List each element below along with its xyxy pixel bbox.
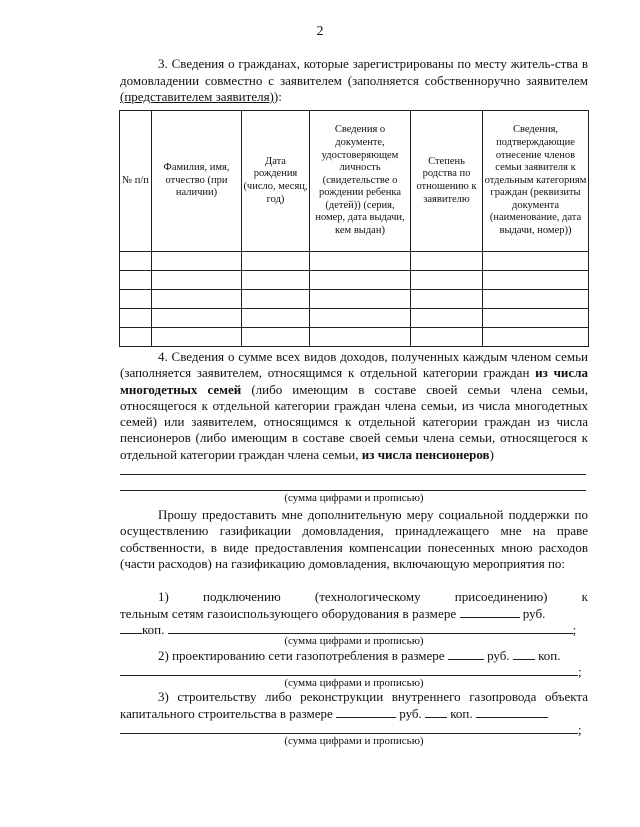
income-caption: (сумма цифрами и прописью) [284,492,424,504]
item2-text: 2) проектированию сети газопотребления в размере [158,648,445,663]
table-cell[interactable] [242,309,310,328]
table-cell[interactable] [411,252,483,271]
table-cell[interactable] [120,309,152,328]
item3-kop-field[interactable] [425,705,447,718]
item3-kop-label: коп. [450,706,473,721]
income-line-1[interactable] [120,474,586,475]
table-row [120,271,589,290]
table-cell[interactable] [483,309,589,328]
item1-amount-words-field[interactable] [168,621,573,634]
table-cell[interactable] [483,271,589,290]
item2-kop-label: коп. [538,648,561,663]
section3-text-end: ): [273,89,282,104]
table-row [120,328,589,347]
header-number: № п/п [120,111,152,252]
item1-caption: (сумма цифрами и прописью) [284,635,424,647]
table-cell[interactable] [411,290,483,309]
item1-kop-label: коп. [142,622,165,637]
table-cell[interactable] [242,252,310,271]
section4-text-3: ) [489,446,494,462]
table-cell[interactable] [152,328,242,347]
table-cell[interactable] [411,309,483,328]
table-cell[interactable] [310,309,411,328]
item1-paragraph [120,589,588,606]
table-cell[interactable] [310,271,411,290]
item3-text-tail: капитального строительства в размере [120,706,333,721]
item3-amount-words-field[interactable] [120,721,578,734]
table-cell[interactable] [411,271,483,290]
section4-paragraph [120,349,588,463]
table-cell[interactable] [120,328,152,347]
residents-table [119,110,589,347]
section4-bold-2: из числа пенсионеров [361,446,490,462]
table-cell[interactable] [483,252,589,271]
table-cell[interactable] [310,290,411,309]
item2-caption: (сумма цифрами и прописью) [284,677,424,689]
section3-text: 3. Сведения о гражданах, которые зарегистрированы по месту житель-ства в домовладении совместно с заявителем (заполняется собственноручно заявителем [120,56,588,88]
item2-kop-field[interactable] [513,647,535,660]
table-cell[interactable] [120,252,152,271]
table-cell[interactable] [242,328,310,347]
page-number: 2 [316,24,324,39]
item3-row [120,705,588,722]
request-paragraph [120,507,588,572]
item1-end: ; [572,622,577,637]
header-category-documents: Сведения, подтверждающие отнесение членов семьи заявителя к отдельным категориям граждан (реквизиты документа (наименование, дата выдачи, номер)) [483,111,589,252]
item1-rub-field[interactable] [460,605,520,618]
table-row [120,290,589,309]
item1-text-tail: тельным сетям газоиспользующего оборудования в размере [120,606,457,621]
header-kinship: Степень родства по отношению к заявителю [411,111,483,252]
table-cell[interactable] [242,290,310,309]
table-row [120,252,589,271]
section4-text-2: (либо имеющим в составе своей семьи члена семьи, относящегося к отдельной категории граждан члена семьи, из числа многодетных семей) или заявителем, относящимся к отдельной категории граждан из числа пенсионеров (либо имеющим в составе своей семьи члена семьи, относящегося к отдельной категории граждан члена семьи, [120,381,588,462]
table-cell[interactable] [152,290,242,309]
item2-rub-field[interactable] [448,647,484,660]
request-text: Прошу предоставить мне дополнительную меру социальной поддержки по осуществлению газификации домовладения, принадлежащего мне на праве собственности, в виде предоставления компенсации понесенных мною расходов (части расходов) на газификацию домовладения, включающую мероприятия по: [120,507,588,571]
income-line-2[interactable] [120,490,586,491]
table-cell[interactable] [242,271,310,290]
item2-rub-label: руб. [487,648,510,663]
header-identity-document: Сведения о документе, удостоверяющем личность (свидетельстве о рождении ребенка (детей)) (серия, номер, дата выдачи, кем выдан) [310,111,411,252]
item3-end: ; [578,722,582,737]
section3-heading [120,56,588,106]
section3-underlined: (представителем заявителя) [120,89,274,104]
header-birth-date: Дата рождения (число, месяц, год) [242,111,310,252]
table-cell[interactable] [152,309,242,328]
item3-caption: (сумма цифрами и прописью) [284,735,424,747]
item2-row [120,647,588,664]
table-cell[interactable] [411,328,483,347]
item3-rub-label: руб. [399,706,422,721]
item3-paragraph [120,689,588,706]
item3-amount-start-field[interactable] [476,705,548,718]
item3-text: 3) строительству либо реконструкции внутреннего газопровода объекта [158,689,588,704]
table-cell[interactable] [483,328,589,347]
table-cell[interactable] [310,328,411,347]
table-cell[interactable] [152,252,242,271]
table-cell[interactable] [120,271,152,290]
table-row [120,309,589,328]
item3-rub-field[interactable] [336,705,396,718]
section4-text-1: 4. Сведения о сумме всех видов доходов, полученных каждым членом семьи (заполняется заявителем, относящимся к отдельной категории граждан [120,349,588,381]
table-cell[interactable] [152,271,242,290]
item2-amount-words-field[interactable] [120,663,578,676]
header-full-name: Фамилия, имя, отчество (при наличии) [152,111,242,252]
item1-kop-field[interactable] [120,621,142,634]
table-cell[interactable] [483,290,589,309]
item1-text: 1) подключению (технологическому присоединению) к [158,589,588,604]
item1-rub-label: руб. [522,606,546,621]
table-header-row [120,111,589,252]
section4-bold-1: из числа многодетных семей [120,365,588,397]
item2-end: ; [578,664,582,679]
table-cell[interactable] [120,290,152,309]
table-cell[interactable] [310,252,411,271]
item1-row-wrap [120,605,588,622]
